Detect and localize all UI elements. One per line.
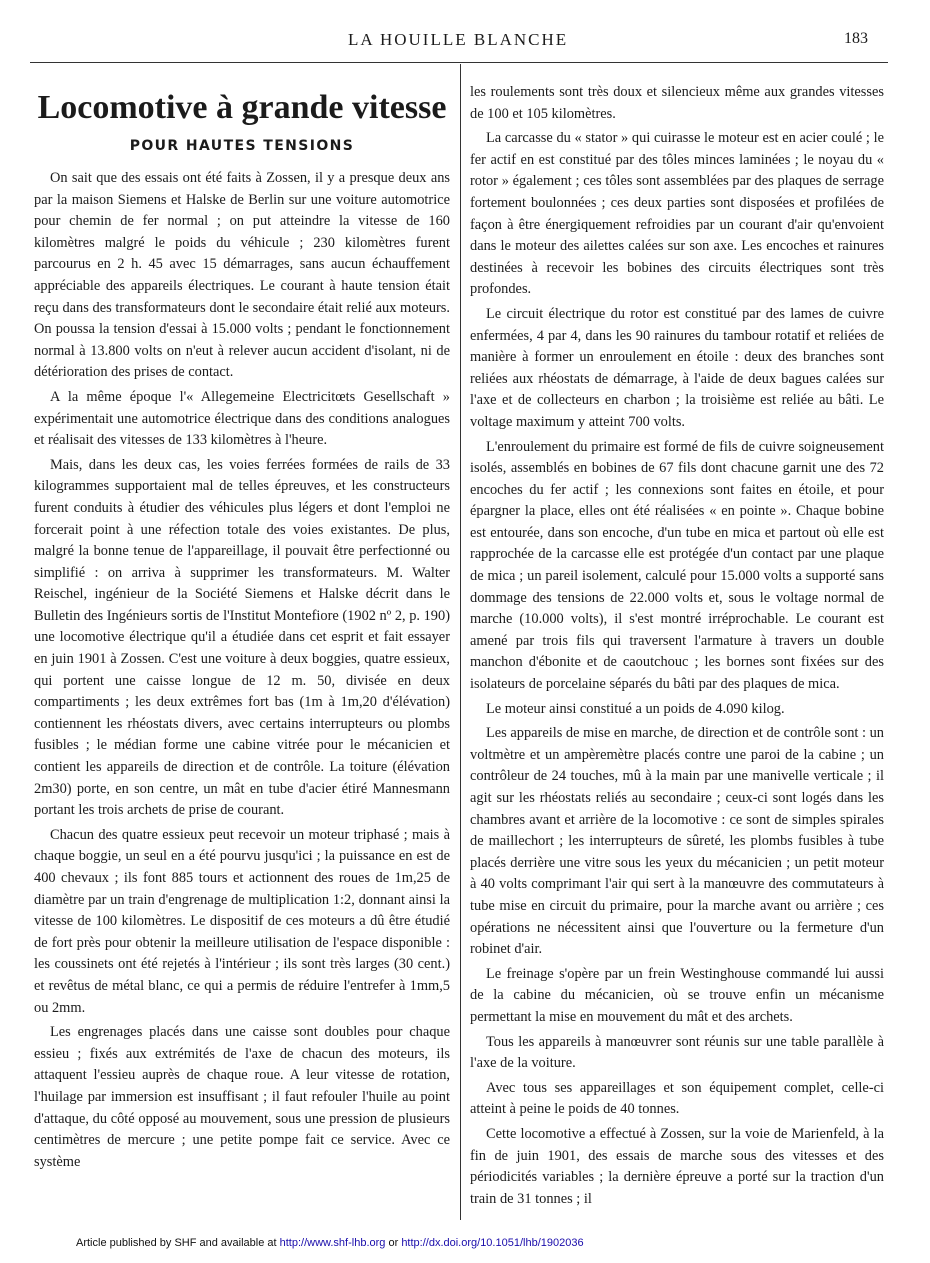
paragraph: Les engrenages placés dans une caisse sont doubles pour chaque essieu ; fixés aux extrémités de l'axe de chacun des moteurs, ils attaquent l'essieu auprès de chaque roue. A leur vitesse de rotation, l'huilage par immersion est insuffisant ; il faut refouler l'huile au point d'attaque, du côté opposé au mouvement, sous une pression de plusieurs centimètres de mercure ; une petite pompe fait ce service. Avec ce système xyxy=(34,1024,450,1170)
paragraph: L'enroulement du primaire est formé de fils de cuivre soigneusement isolés, assemblés en bobines de 67 fils dont chacune garnit une des 72 encoches du fer actif ; les connexions sont faites en étoile, et pour épargner la place, elles ont été réalisées « en pointe ». Chaque bobine est entourée, dans son encoche, d'un tube en mica et partout où elle est rapprochée de la carcasse elle est protégée d'un contact par une plaque de mica ; un pareil isolement, calculé pour 15.000 volts a supporté sans dommage des tensions de 22.000 volts et, sous le voltage normal de marche (10.000 volts), il s'est montré irréprochable. Le courant est amené par trois fils qui traversent l'armature à travers un double manchon d'ébonite et de caoutchouc ; les bornes sont fixées sur des isolateurs de porcelaine séparés du bâti par des plaques de mica. xyxy=(470,438,884,693)
paragraph: Le moteur ainsi constitué a un poids de 4.090 kilog. xyxy=(486,700,785,717)
article-subtitle: POUR HAUTES TENSIONS xyxy=(129,138,355,154)
paragraph: On sait que des essais ont été faits à Zossen, il y a presque deux ans par la maison Siemens et Halske de Berlin sur une voiture automotrice pour chemin de fer normal ; on put atteindre la vitesse de 160 kilomètres malgré le poids du véhicule ; 230 kilomètres furent parcourus en 2 h. 45 avec 15 démarrages, sans aucun échauffement appréciable des appareils électriques. Le courant à haute tension était reçu dans des transformateurs dont le secondaire était relié aux moteurs. On poussa la tension d'essai à 15.000 volts ; pendant le fonctionnement normal à 13.800 volts on n'eut à relever aucun accident d'isolant, ni de détérioration des prises de contact. xyxy=(34,170,450,381)
column-rule xyxy=(460,64,461,1220)
journal-title: LA HOUILLE BLANCHE xyxy=(348,30,569,49)
paragraph: Le freinage s'opère par un frein Westinghouse commandé lui aussi de la cabine du mécanicien, où se trouve enfin un mécanisme permettant la mise en mouvement du mât et des archets. xyxy=(470,965,884,1025)
paragraph: La carcasse du « stator » qui cuirasse le moteur est en acier coulé ; le fer actif en est constitué par des tôles minces laminées ; le noyau du « rotor » également ; ces tôles sont assemblées par des plaques de serrage fortement boulonnées ; ces deux parties sont disposées et profilées de façon à être énergiquement refroidies par un courant d'air qu'envoient dans le moteur des ailettes calées sur son axe. Les encoches et rainures destinées à recevoir les bobines des circuits électriques sont très profondes. xyxy=(470,130,884,298)
paragraph: Cette locomotive a effectué à Zossen, sur la voie de Marienfeld, à la fin de juin 1901, des essais de marche sous des vitesses et des périodicités variables ; la dernière épreuve a porté sur la traction d'un train de 31 tonnes ; il xyxy=(470,1125,884,1207)
footer-or: or xyxy=(385,1237,402,1249)
paragraph: Avec tous ses appareillages et son équipement complet, celle-ci atteint à peine le poids de 40 tonnes. xyxy=(470,1079,884,1118)
paragraph: Le circuit électrique du rotor est constitué par des lames de cuivre enfermées, 4 par 4, dans les 90 rainures du tambour rotatif et reliées de manière à former un enroulement en étoile : deux des branches sont reliées aux rhéostats de démarrage, à l'aide de deux bagues calées sur l'axe et de collecteurs en charbon ; la troisième est reliée au bâti. Le voltage maximum y atteint 700 volts. xyxy=(470,305,884,430)
footer-note xyxy=(76,1237,584,1249)
paragraph: Les appareils de mise en marche, de direction et de contrôle sont : un voltmètre et un ampèremètre placés contre une paroi de la cabine ; un contrôleur de 24 touches, mû à la main par une manivelle verticale ; il agit sur les rhéostats reliés au secondaire ; ceux-ci sont logés dans les chambres avant et arrière de la locomotive : ce sont de simples spirales de maillechort ; les interrupteurs de sûreté, les plombs fusibles à tube placés derrière une vitre sous les yeux du mécanicien ; un petit moteur à 40 volts comprimant l'air qui sert à la manœuvre des commutateurs à tube mise en circuit du primaire, pour la marche avant ou arrière ; ces opérations ne nécessitent ainsi que l'ouverture ou la fermeture d'un robinet d'air. xyxy=(470,725,884,958)
publisher-link[interactable]: http://www.shf-lhb.org xyxy=(279,1237,386,1249)
paragraph: Mais, dans les deux cas, les voies ferrées formées de rails de 33 kilogrammes supportaient mal de telles épreuves, et les constructeurs furent conduits à étudier des véhicules plus légers et dont l'emploi ne forcerait point à une réfection totale des voies existantes. De plus, malgré la bonne tenue de l'appareillage, il pouvait être perfectionné ou simplifié : on arriva à supprimer les transformateurs. M. Walter Reischel, ingénieur de la Société Siemens et Halske décrit dans le Bulletin des Ingénieurs sortis de l'Institut Montefiore (1902 nº 2, p. 190) une locomotive électrique qu'il a étudiée dans cet esprit et fait essayer en juin 1901 à Zossen. C'est une voiture à deux boggies, quatre essieux, qui portent une caisse longue de 12 m. 50, divisée en deux compartiments ; les deux extrêmes fort bas (1m à 1m,20 d'élévation) contiennent les rhéostats divers, avec certains interrupteurs ou plombs fusibles ; le médian forme une cabine vitrée pour le mécanicien et contient les appareils de direction et de contrôle. La toiture (élévation 2m30) porte, en son centre, un mât en tube d'acier étiré Mannesmann portant les trois archets de prise de courant. xyxy=(34,456,450,819)
header-rule xyxy=(30,62,888,63)
paragraph: les roulements sont très doux et silencieux même aux grandes vitesses de 100 et 105 kilomètres. xyxy=(470,84,884,122)
doi-link[interactable]: http://dx.doi.org/10.1051/lhb/1902036 xyxy=(401,1237,584,1249)
running-head xyxy=(0,30,930,54)
right-column xyxy=(470,82,884,1213)
paragraph: A la même époque l'« Allegemeine Electricitœts Gesellschaft » expérimentait une automotrice électrique dans des conditions analogues et réalisait des vitesses de 133 kilomètres à l'heure. xyxy=(34,388,450,449)
left-column xyxy=(34,168,450,1176)
page-number: 183 xyxy=(844,30,868,47)
paragraph: Tous les appareils à manœuvrer sont réunis sur une table parallèle à l'axe de la voiture. xyxy=(470,1033,884,1072)
footer-prefix: Article published by SHF and available at xyxy=(76,1237,280,1249)
article-title: Locomotive à grande vitesse xyxy=(37,89,447,126)
paragraph: Chacun des quatre essieux peut recevoir un moteur triphasé ; mais à chaque boggie, un seul en a été pourvu jusqu'ici ; la puissance en est de 400 chevaux ; ils font 885 tours et actionnent des roues de 1m,25 de diamètre par un train d'engrenage de multiplication 1:2, donnant ainsi la vitesse de 100 kilomètres. Le dispositif de ces moteurs a dû être étudié de fort près pour obtenir la meilleure utilisation de l'espace disponible : les coussinets ont été rejetés à l'intérieur ; ils sont très larges (30 cent.) et revêtus de métal blanc, ce qui a permis de réduire l'entrefer à 1mm,5 ou 2mm. xyxy=(34,826,450,1016)
